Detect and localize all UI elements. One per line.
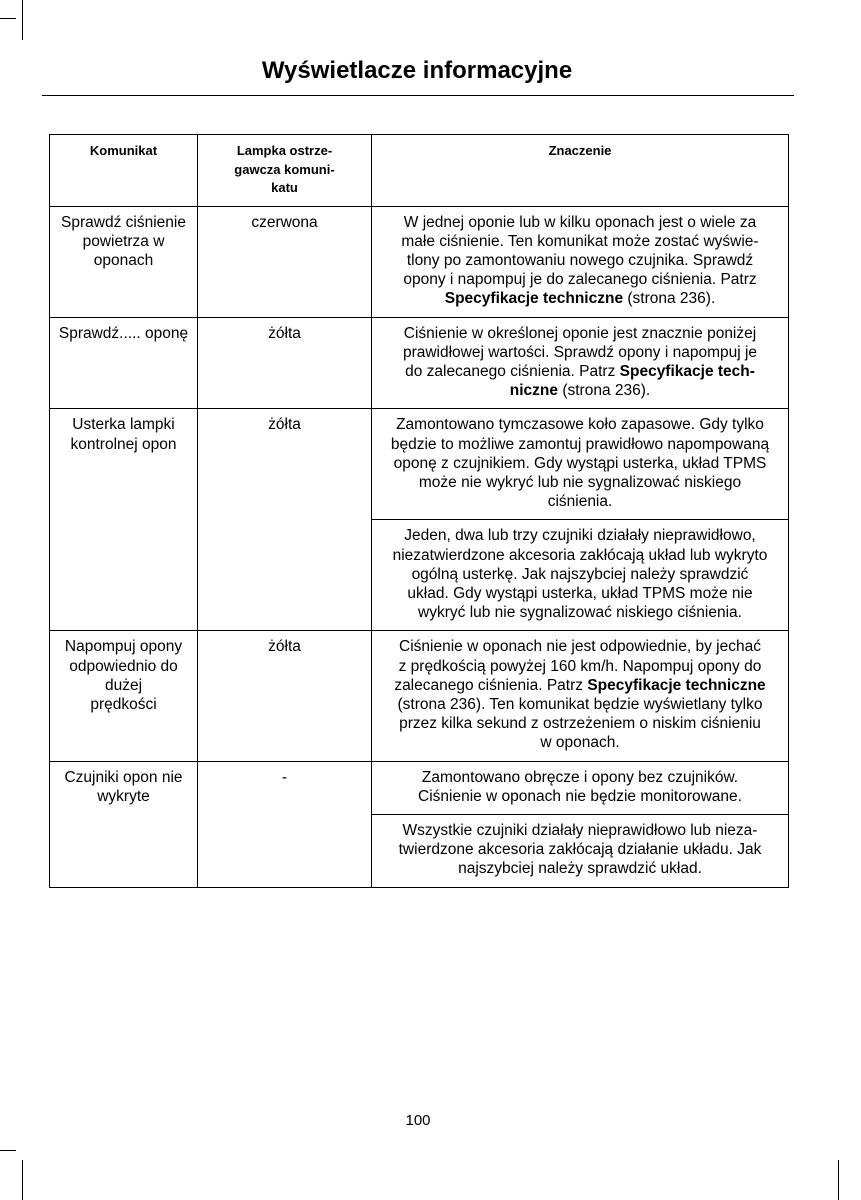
table-row (50, 206, 789, 317)
message-cell: Usterka lampki kontrolnej opon (50, 409, 198, 631)
meaning-cell: Ciśnienie w określonej oponie jest znacznie poniżej prawidłowej wartości. Sprawdź opony i napompuj je do zalecanego ciśnienia. Patrz Specyfikacje tech- niczne (strona 236). (372, 317, 789, 409)
message-cell: Napompuj opony odpowiednio do dużej prędkości (50, 631, 198, 761)
meaning-cell: Zamontowano tymczasowe koło zapasowe. Gdy tylko będzie to możliwe zamontuj prawidłowo napompowaną oponę z czujnikiem. Gdy wystąpi usterka, układ TPMS może nie wykryć lub nie sygnalizować niskiego ciśnienia. (372, 409, 789, 520)
crop-mark (838, 1160, 839, 1200)
message-cell: Sprawdź..... oponę (50, 317, 198, 409)
lamp-cell: żółta (198, 631, 372, 761)
lamp-cell: czerwona (198, 206, 372, 317)
meaning-cell: W jednej oponie lub w kilku oponach jest o wiele za małe ciśnienie. Ten komunikat może zostać wyświe- tlony po zamontowaniu nowego czujnika. Sprawdź opony i napompuj je do zalecanego ciśnienia. Patrz Specyfikacje techniczne (strona 236). (372, 206, 789, 317)
spec-reference: Specyfikacje techniczne (444, 290, 624, 308)
page-title: Wyświetlacze informacyjne (261, 57, 573, 84)
table-header-row (50, 135, 789, 207)
lamp-cell: - (198, 761, 372, 887)
crop-mark (22, 0, 23, 40)
message-cell: Sprawdź ciśnienie powietrza w oponach (50, 206, 198, 317)
title-rule (42, 95, 794, 96)
message-cell: Czujniki opon nie wykryte (50, 761, 198, 887)
table-row (50, 317, 789, 409)
spec-reference: Specyfikacje techniczne (587, 676, 766, 694)
crop-mark (0, 1150, 16, 1151)
header-message: Komunikat (50, 135, 198, 207)
crop-mark (22, 1160, 23, 1200)
meaning-cell: Jeden, dwa lub trzy czujniki działały nieprawidłowo, niezatwierdzone akcesoria zakłócają układ lub wykryto ogólną usterkę. Jak najszybciej należy sprawdzić układ. Gdy wystąpi usterka, układ TPMS może nie wykryć lub nie sygnalizować niskiego ciśnienia. (372, 520, 789, 631)
meaning-cell: Wszystkie czujniki działały nieprawidłowo lub nieza- twierdzone akcesoria zakłócają działanie układu. Jak najszybciej należy sprawdzić układ. (372, 814, 789, 887)
spec-reference: niczne (509, 382, 559, 400)
page-number: 100 (405, 1112, 431, 1129)
lamp-cell: żółta (198, 409, 372, 631)
header-meaning: Znaczenie (372, 135, 789, 207)
table-row (50, 409, 789, 520)
messages-table (49, 134, 789, 888)
table-row (50, 761, 789, 814)
spec-reference: Specyfikacje tech- (619, 362, 755, 380)
header-lamp: Lampka ostrze- gawcza komuni- katu (198, 135, 372, 207)
meaning-cell: Ciśnienie w oponach nie jest odpowiednie, by jechać z prędkością powyżej 160 km/h. Napompuj opony do zalecanego ciśnienia. Patrz Specyfikacje techniczne (strona 236). Ten komunikat będzie wyświetlany tylko przez kilka sekund z ostrzeżeniem o niskim ciśnieniu w oponach. (372, 631, 789, 761)
lamp-cell: żółta (198, 317, 372, 409)
meaning-cell: Zamontowano obręcze i opony bez czujników. Ciśnienie w oponach nie będzie monitorowane. (372, 761, 789, 814)
crop-mark (0, 18, 16, 19)
table-row (50, 631, 789, 761)
